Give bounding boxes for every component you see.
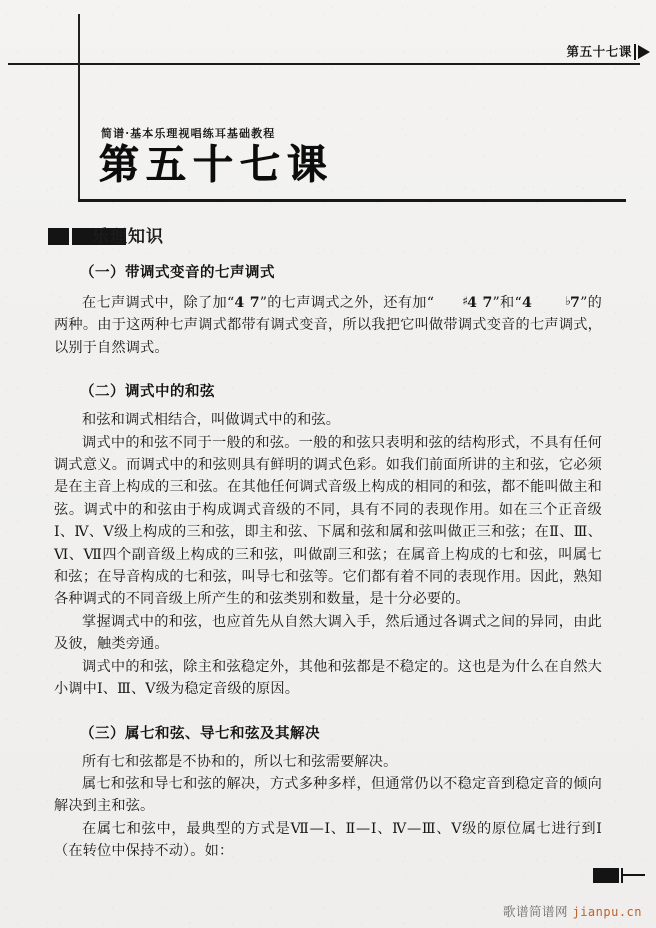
p1-1-seg-a: 在七声调式中，除了加“ [82, 295, 235, 311]
p2-2-seg-a: 调式中的和弦不同于一般的和弦。一般的和弦只表明和弦的结构形式，不具有任何调式意义。而调式中的和弦则具有鲜明的调式色彩。如我们前面所讲的主和弦，它必须是在主音上构成的三和弦。在其他任何调式音级上构成的相同的和弦，都不能叫做主和弦。调式中的和弦由于构成调式音级的不同，具有不同的表现作用。如在三个正音级 [54, 434, 602, 518]
p3-3-seg-c: （在转位中保持不动）。如： [54, 843, 234, 860]
p2-2-seg-b: 级上构成的三和弦，即主和弦、下属和弦和属和弦叫做正三和弦；在 [114, 524, 550, 541]
p1-1-numbers-2: 4 7 [467, 295, 493, 311]
header-tick-divider [634, 44, 636, 60]
paragraph-3-3 [54, 818, 602, 863]
p2-4-roman: Ⅰ、Ⅲ、Ⅴ [97, 681, 156, 698]
page-title: 第五十七课 [99, 142, 334, 188]
p1-1-numbers-1: 4 7 [234, 295, 260, 311]
running-header-title: 第五十七课 [566, 44, 632, 59]
p2-2-roman-1: Ⅰ、Ⅳ、Ⅴ [54, 524, 114, 541]
subsection-heading-3: （三）属七和弦、导七和弦及其解决 [80, 724, 320, 742]
paragraph-3-1: 所有七和弦都是不协和的，所以七和弦需要解决。 [82, 753, 398, 770]
paragraph-1-1 [54, 290, 602, 359]
title-vertical-rule [78, 14, 80, 202]
subsection-heading-2: （二）调式中的和弦 [80, 383, 215, 401]
header-rule [8, 63, 640, 65]
paragraph-3-2: 属七和弦和导七和弦的解决，方式多种多样，但通常仍以不稳定音到稳定音的倾向解决到主和弦。 [54, 775, 602, 815]
p1-1-seg-d: ”的两种。由于这两种七声调式都带有调式变音，所以我把它叫做带调式变音的七声调式，以别于自然调式。 [54, 295, 602, 356]
document-body [54, 262, 602, 863]
header-arrow-icon [638, 45, 650, 59]
p1-1-numbers-3: 4 [521, 295, 538, 311]
book-series-kicker: 简谱·基本乐理视唱练耳基础教程 [101, 127, 276, 140]
site-watermark [503, 902, 642, 920]
paragraph-2-3: 掌握调式中的和弦，也应首先从自然大调入手，然后通过各调式之间的异同，由此及彼，触类旁通。 [54, 613, 602, 653]
p2-2-roman-2: Ⅱ、Ⅲ、Ⅵ、Ⅶ [54, 524, 602, 563]
p1-1-seg-c: ”和“ [492, 295, 522, 311]
p1-1-numbers-4: 7 [570, 295, 581, 311]
p3-3-seg-b: 级的原位属七进行到 [462, 820, 597, 837]
title-horizontal-rule [78, 199, 626, 202]
p1-1-seg-b: ”的七声调式之外，还有加“ [259, 295, 435, 311]
watermark-domain: jianpu.cn [572, 905, 642, 919]
sharp-sign-icon: ♯ [462, 294, 469, 308]
paragraph-2-4 [54, 656, 602, 701]
flat-sign-icon: ♭ [565, 294, 572, 308]
heading-block-marker-small [48, 228, 69, 245]
p2-4-seg-a: 调式中的和弦，除主和弦稳定外，其他和弦都是不稳定的。这也是为什么在自然大小调中 [54, 658, 602, 698]
p2-2-seg-c: 四个副音级上构成的三和弦，叫做副三和弦；在属音上构成的七和弦，叫属七和弦；在导音构成的七和弦，叫导七和弦等。它们都有着不同的表现作用。因此，熟知各种调式的不同音级上所产生的和弦类别和数量，是十分必要的。 [54, 546, 602, 608]
p3-3-roman-1: Ⅶ—Ⅰ、Ⅱ—Ⅰ、Ⅳ—Ⅲ、Ⅴ [290, 820, 463, 837]
subsection-heading-1: （一）带调式变音的七声调式 [80, 264, 275, 281]
watermark-site-name: 歌谱简谱网 [502, 904, 568, 919]
p3-3-seg-a: 在属七和弦中，最典型的方式是 [82, 820, 291, 837]
p3-3-roman-2: Ⅰ [596, 820, 602, 837]
p2-4-seg-b: 级为稳定音级的原因。 [155, 681, 300, 698]
footer-marker-line [623, 874, 645, 876]
paragraph-2-2 [54, 432, 602, 611]
footer-block-marker [593, 868, 619, 883]
section-heading-label: 乐理知识 [92, 227, 164, 247]
paragraph-2-1: 和弦和调式相结合，叫做调式中的和弦。 [82, 412, 341, 429]
